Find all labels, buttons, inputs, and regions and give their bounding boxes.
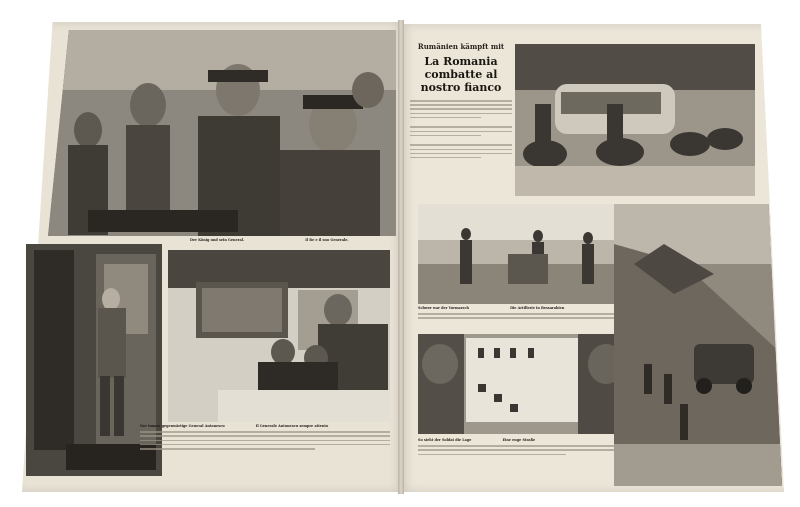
text-line xyxy=(140,435,390,437)
text-line xyxy=(410,131,512,133)
text-line xyxy=(410,153,512,155)
photo-soldiers-field xyxy=(418,204,614,304)
photo-map-briefing xyxy=(418,334,630,434)
text-line xyxy=(410,157,481,159)
article-kicker: Rumänien kämpft mit xyxy=(417,42,505,51)
article-headline: La Romania combatte al nostro fianco xyxy=(420,55,502,94)
photo-officers-group xyxy=(48,30,396,236)
text-line xyxy=(418,445,630,447)
text-line xyxy=(418,317,614,319)
article-headline-block xyxy=(410,42,512,192)
caption-lead-2: Il Re e il suo Generale. xyxy=(305,238,349,242)
text-line xyxy=(140,444,390,446)
photo-map-room xyxy=(168,250,390,422)
text-line xyxy=(140,431,390,433)
photo-cavalry xyxy=(515,44,755,196)
caption-lead-2: Die Artillerie in Bessarabien xyxy=(510,306,565,310)
caption-lead: Schwer war der Vormarsch xyxy=(418,306,469,310)
caption-map xyxy=(418,438,630,478)
text-line xyxy=(410,104,512,106)
caption-lead-2: Il Generale Antonescu sempre attento xyxy=(255,424,329,428)
text-line xyxy=(410,144,512,146)
text-line xyxy=(410,108,512,110)
text-line xyxy=(410,100,512,102)
text-line xyxy=(410,113,512,115)
caption-lead-2: Eine enge Straße xyxy=(502,438,536,442)
caption-lead: So sieht der Soldat die Lage xyxy=(418,438,472,442)
text-line xyxy=(410,149,512,151)
text-line xyxy=(418,454,566,456)
page-gutter xyxy=(398,20,404,494)
text-line xyxy=(418,449,630,451)
text-line xyxy=(140,440,390,442)
photo-road-vehicles xyxy=(614,204,782,486)
caption-lead: Der immer gegenwärtige General Antonescu xyxy=(140,424,225,428)
caption-field xyxy=(418,306,614,328)
caption-lead: Der König und sein General. xyxy=(190,238,245,242)
text-line xyxy=(140,448,315,450)
text-line xyxy=(410,117,481,119)
text-line xyxy=(410,126,512,128)
caption-antonescu xyxy=(140,424,390,480)
text-line xyxy=(418,313,614,315)
text-line xyxy=(410,135,481,137)
